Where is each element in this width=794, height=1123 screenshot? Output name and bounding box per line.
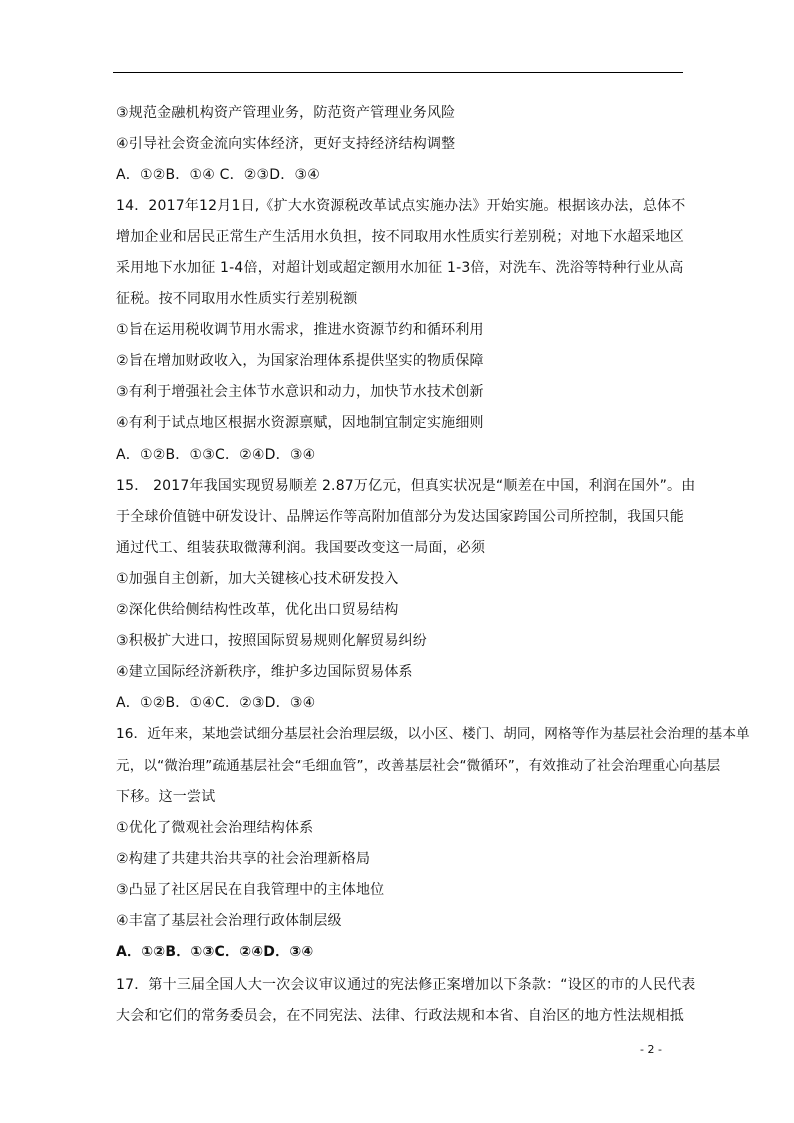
text-line: 通过代工、组装获取微薄利润。我国要改变这一局面，必须: [116, 540, 486, 556]
page-number: - 2 -: [640, 1043, 662, 1056]
option-line: ③积极扩大进口，按照国际贸易规则化解贸易纠纷: [116, 633, 427, 649]
text-line: 大会和它们的常务委员会，在不同宪法、法律、行政法规和本省、自治区的地方性法规相抵: [116, 1008, 684, 1024]
text-line: 元，以“微治理”疏通基层社会“毛细血管”，改善基层社会“微循环”，有效推动了社会治理重心向基层: [116, 758, 721, 774]
option-line: ②构建了共建共治共享的社会治理新格局: [116, 851, 371, 867]
text-line: ④引导社会资金流向实体经济，更好支持经济结构调整: [116, 136, 456, 152]
option-line: ①旨在运用税收调节用水需求，推进水资源节约和循环利用: [116, 322, 484, 338]
question-17-line: 17．第十三届全国人大一次会议审议通过的宪法修正案增加以下条款：“设区的市的人民代表: [116, 977, 696, 993]
option-line: ②旨在增加财政收入，为国家治理体系提供坚实的物质保障: [116, 353, 484, 369]
text-line: 增加企业和居民正常生产生活用水负担，按不同取用水性质实行差别税；对地下水超采地区: [116, 229, 684, 245]
option-line: ②深化供给侧结构性改革，优化出口贸易结构: [116, 602, 399, 618]
answer-options: A．①②B．①④C．②③D．③④: [116, 695, 316, 711]
header-rule: [113, 72, 683, 73]
answer-options: A．①②B．①③C．②④D．③④: [116, 944, 314, 960]
option-line: ③有利于增强社会主体节水意识和动力，加快节水技术创新: [116, 384, 484, 400]
text-line: ③规范金融机构资产管理业务，防范资产管理业务风险: [116, 105, 456, 121]
question-15-line: 15． 2017年我国实现贸易顺差 2.87万亿元，但真实状况是“顺差在中国，利润在国外”。由: [116, 478, 696, 494]
text-line: 征税。按不同取用水性质实行差别税额: [116, 291, 358, 307]
option-line: ①优化了微观社会治理结构体系: [116, 820, 314, 836]
option-line: ③凸显了社区居民在自我管理中的主体地位: [116, 882, 385, 898]
question-16-line: 16．近年来，某地尝试细分基层社会治理层级，以小区、楼门、胡同，网格等作为基层社会治理的基本单: [116, 726, 750, 742]
question-14-line: 14．2017年12月1日,《扩大水资源税改革试点实施办法》开始实施。根据该办法，总体不: [116, 198, 686, 214]
text-line: 下移。这一尝试: [116, 789, 216, 805]
option-line: ④有利于试点地区根据水资源禀赋，因地制宜制定实施细则: [116, 415, 484, 431]
text-line: 于全球价值链中研发设计、品牌运作等高附加值部分为发达国家跨国公司所控制，我国只能: [116, 509, 684, 525]
answer-options: A．①②B．①④ C．②③D．③④: [116, 167, 320, 183]
text-line: 采用地下水加征 1-4倍，对超计划或超定额用水加征 1-3倍，对洗车、洗浴等特种行业从高: [116, 260, 684, 276]
answer-options: A．①②B．①③C．②④D．③④: [116, 447, 316, 463]
option-line: ④建立国际经济新秩序，维护多边国际贸易体系: [116, 664, 413, 680]
option-line: ①加强自主创新，加大关键核心技术研发投入: [116, 571, 399, 587]
option-line: ④丰富了基层社会治理行政体制层级: [116, 913, 342, 929]
